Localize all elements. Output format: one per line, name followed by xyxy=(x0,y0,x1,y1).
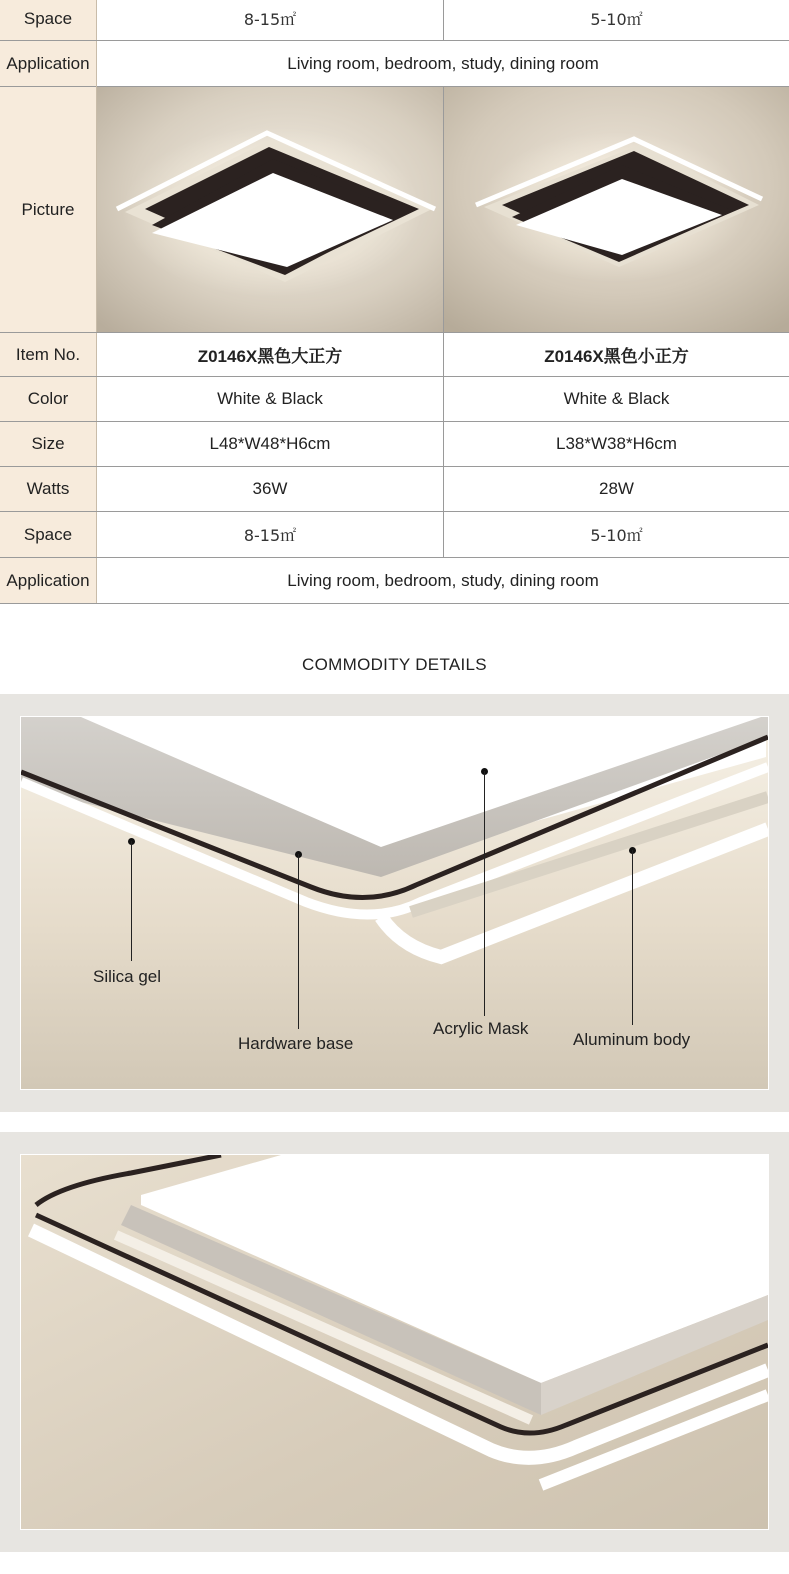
lamp-large-image xyxy=(97,87,443,332)
size-small: L38*W38*H6cm xyxy=(444,422,789,467)
color-label: Color xyxy=(0,377,97,422)
space-large-top: 8-15㎡ xyxy=(97,0,444,41)
acrylic-mask-label: Acrylic Mask xyxy=(433,1019,529,1038)
application-value: Living room, bedroom, study, dining room xyxy=(97,558,789,604)
picture-label: Picture xyxy=(0,87,97,333)
application-label-top: Application xyxy=(0,41,97,87)
aluminum-body-label: Aluminum body xyxy=(573,1030,691,1049)
application-value-top: Living room, bedroom, study, dining room xyxy=(97,41,789,87)
acrylic-line xyxy=(484,771,485,1016)
space-label: Space xyxy=(0,512,97,558)
silica-gel-label: Silica gel xyxy=(93,967,162,986)
space-large: 8-15㎡ xyxy=(97,512,444,558)
application-label: Application xyxy=(0,558,97,604)
spec-table-main xyxy=(0,86,789,604)
lamp-small-image xyxy=(444,87,789,332)
space-small-top: 5-10㎡ xyxy=(444,0,789,41)
watts-large: 36W xyxy=(97,467,444,512)
size-large: L48*W48*H6cm xyxy=(97,422,444,467)
watts-label: Watts xyxy=(0,467,97,512)
space-label-top: Space xyxy=(0,0,97,41)
detail-panel-closeup xyxy=(0,1132,789,1552)
space-small: 5-10㎡ xyxy=(444,512,789,558)
spec-table-top xyxy=(0,0,789,87)
aluminum-line xyxy=(632,850,633,1025)
picture-large xyxy=(97,87,444,333)
hardware-line xyxy=(298,854,299,1029)
size-label: Size xyxy=(0,422,97,467)
section-title: COMMODITY DETAILS xyxy=(302,655,487,674)
hardware-base-label: Hardware base xyxy=(238,1034,354,1053)
item-no-label: Item No. xyxy=(0,333,97,377)
color-large: White & Black xyxy=(97,377,444,422)
color-small: White & Black xyxy=(444,377,789,422)
watts-small: 28W xyxy=(444,467,789,512)
item-no-small: Z0146X黑色小正方 xyxy=(444,333,789,377)
detail-image-closeup xyxy=(20,1154,769,1530)
item-no-large: Z0146X黑色大正方 xyxy=(97,333,444,377)
detail-image-callouts xyxy=(20,716,769,1090)
picture-small xyxy=(444,87,789,333)
silica-line xyxy=(131,841,132,961)
detail-panel-callouts xyxy=(0,694,789,1112)
